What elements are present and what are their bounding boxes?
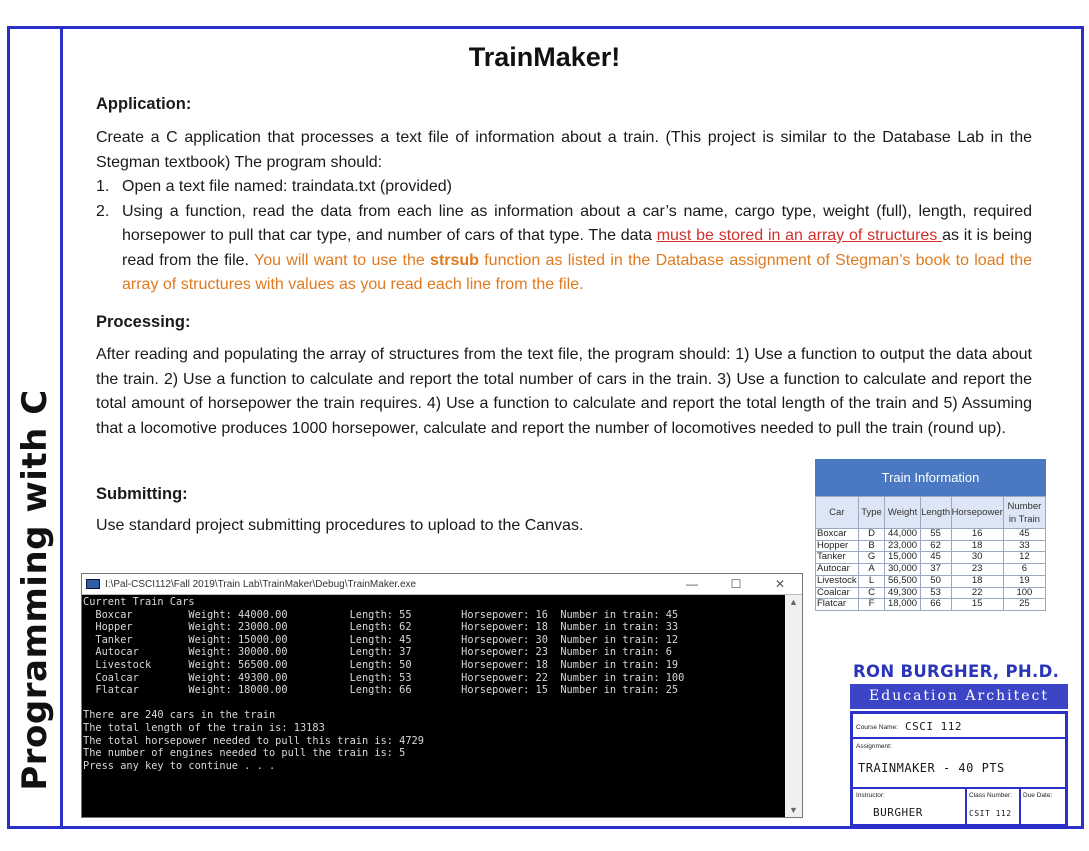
stamp-divider (1019, 789, 1021, 824)
column-header: Number in Train (1003, 497, 1045, 529)
application-section (96, 92, 1032, 117)
table-cell: B (858, 540, 885, 552)
console-line: There are 240 cars in the train (83, 709, 276, 722)
table-cell: 15 (951, 599, 1003, 611)
author-role: Education Architect (850, 684, 1068, 709)
sidebar-title: Programming with C (15, 389, 55, 791)
column-header: Type (858, 497, 885, 529)
stamp-row-assignment (853, 739, 1065, 789)
stamp-row-instructor (853, 789, 1065, 824)
console-line: Coalcar Weight: 49300.00 Length: 53 Horsepower: 22 Number in train: 100 (83, 671, 685, 684)
table-header-row (816, 497, 1046, 529)
table-cell: Livestock (817, 574, 857, 586)
close-icon[interactable]: ✕ (774, 577, 786, 591)
maximize-icon[interactable]: ☐ (730, 577, 742, 591)
table-row (816, 564, 1046, 576)
table-cell: Boxcar (816, 529, 859, 541)
table-cell: 22 (951, 587, 1003, 599)
table-cell: 30 (951, 552, 1003, 564)
table-cell: G (858, 552, 885, 564)
author-name: RON BURGHER, PH.D. (853, 662, 1060, 681)
table-row (816, 575, 1046, 587)
console-line: Autocar Weight: 30000.00 Length: 37 Horsepower: 23 Number in train: 6 (83, 646, 672, 659)
table-cell: 44,000 (885, 529, 920, 541)
assignment-value: TRAINMAKER - 40 PTS (858, 761, 1005, 775)
console-line: Boxcar Weight: 44000.00 Length: 55 Horsepower: 16 Number in train: 45 (83, 608, 679, 621)
list-number: 1. (96, 178, 110, 195)
console-output (82, 595, 802, 817)
table-cell: D (858, 529, 885, 541)
table-row (816, 587, 1046, 599)
table-cell: 15,000 (885, 552, 920, 564)
table-cell: 62 (920, 540, 951, 552)
console-line: The total length of the train is: 13183 (83, 722, 325, 734)
processing-body (96, 343, 1032, 441)
list-item (96, 200, 1032, 298)
stamp-row-course (853, 714, 1065, 739)
column-header: Car (816, 497, 859, 529)
instructor-value: BURGHER (873, 806, 923, 819)
console-line: The total horsepower needed to pull this train is: 4729 (83, 734, 424, 747)
strsub-note (122, 252, 1032, 294)
console-scrollbar[interactable] (785, 595, 802, 817)
train-info-grid (815, 496, 1046, 611)
table-cell: 33 (1003, 540, 1045, 552)
strsub-note-after: function as listed in the Database assignment of Stegman’s book to load the array of structures with values as you read each line from the file. (122, 251, 1033, 293)
table-cell: 19 (1003, 575, 1045, 587)
table-cell: Tanker (816, 552, 859, 564)
table-cell: 49,300 (885, 587, 920, 599)
scroll-down-icon[interactable]: ▼ (789, 805, 798, 815)
table-cell: L (858, 575, 885, 587)
table-cell: 66 (920, 599, 951, 611)
table-cell: 18 (951, 540, 1003, 552)
console-window (81, 573, 803, 818)
console-line: The number of engines needed to pull the train is: 5 (83, 747, 406, 760)
structures-emphasis: must be stored in an array of structures (656, 227, 943, 244)
table-cell: 45 (920, 552, 951, 564)
table-cell: 23 (951, 564, 1003, 576)
instructor-label: Instructor: (856, 792, 885, 799)
column-header: Length (920, 497, 951, 529)
table-cell: 18 (951, 575, 1003, 587)
column-header: Weight (885, 497, 920, 529)
table-cell: Flatcar (816, 599, 859, 611)
strsub-note-before: You will want to use the (253, 251, 431, 269)
console-line: Current Train Cars (83, 596, 195, 608)
table-row (816, 540, 1046, 552)
console-title-bar (82, 574, 802, 595)
table-cell: 50 (920, 575, 951, 587)
list-text-before: Using a function, read the data from each line as information about a car’s name, cargo type, weight (full), length, required horsepower to pull that car type, and number of cars of that type. The data (122, 202, 1032, 244)
application-intro: Create a C application that processes a text file of information about a train. (This project is similar to the Database Lab in the Stegman textbook) The program should: (96, 129, 1032, 171)
console-app-icon (86, 579, 100, 589)
table-cell: 53 (920, 587, 951, 599)
table-cell: 25 (1003, 599, 1045, 611)
window-controls (670, 577, 802, 591)
processing-heading: Processing: (96, 313, 191, 331)
list-item (96, 175, 1032, 200)
table-cell: 56,500 (885, 575, 920, 587)
table-cell: 55 (920, 529, 951, 541)
assignment-label: Assignment: (856, 743, 892, 750)
train-info-title: Train Information (815, 459, 1046, 496)
processing-text: After reading and populating the array of structures from the text file, the program should: 1) Use a function to output the data about the train. 2) Use a function to calculate and report the total number of cars in the train. 3) Use a function to calculate and report the total amount of horsepower the train requires. 4) Use a function to calculate and report the total length of the train and 5) Assuming that a locomotive produces 1000 horsepower, calculate and report the number of locomotives needed to pull the train (round up). (96, 346, 1032, 437)
console-line: Press any key to continue . . . (83, 759, 276, 772)
class-number-label: Class Number: (969, 792, 1012, 799)
course-name-value: CSCI 112 (905, 720, 962, 733)
due-date-label: Due Date: (1023, 792, 1053, 799)
table-cell: Autocar (816, 564, 859, 576)
column-header: Horsepower (951, 497, 1003, 529)
table-cell: 30,000 (885, 564, 920, 576)
table-cell: Coalcar (816, 587, 859, 599)
table-row (816, 552, 1046, 564)
processing-section (96, 310, 1032, 335)
console-window-title: I:\Pal-CSCI112\Fall 2019\Train Lab\TrainMaker\Debug\TrainMaker.exe (105, 578, 417, 590)
table-cell: C (858, 587, 885, 599)
application-body (96, 126, 1032, 298)
table-cell: 6 (1003, 564, 1045, 576)
strsub-keyword: strsub (430, 251, 479, 269)
table-cell: 23,000 (885, 540, 920, 552)
table-cell: 45 (1003, 529, 1045, 541)
table-cell: 16 (951, 529, 1003, 541)
application-heading: Application: (96, 95, 192, 113)
table-cell: F (858, 599, 885, 611)
table-cell: A (858, 564, 885, 576)
list-number: 2. (96, 202, 110, 220)
table-cell: 18,000 (885, 599, 920, 611)
course-name-label: Course Name: (856, 724, 898, 731)
submitting-section (96, 482, 796, 507)
table-row (816, 599, 1046, 611)
list-text-after: as it is being read from the file. (122, 227, 1033, 269)
class-number-value: CSIT 112 (969, 809, 1012, 818)
table-cell: Hopper (816, 540, 859, 552)
page-title: TrainMaker! (468, 42, 621, 72)
submitting-heading: Submitting: (96, 485, 188, 503)
table-cell: 100 (1003, 587, 1045, 599)
table-cell: 12 (1003, 552, 1045, 564)
assignment-stamp (850, 711, 1068, 827)
requirement-list (96, 175, 1032, 298)
minimize-icon[interactable]: — (686, 577, 698, 591)
submitting-body (96, 514, 796, 539)
table-row (816, 529, 1046, 541)
list-text: Open a text file named: traindata.txt (provided) (122, 178, 452, 195)
train-info-table (815, 459, 1046, 611)
console-line: Livestock Weight: 56500.00 Length: 50 Horsepower: 18 Number in train: 19 (83, 659, 679, 671)
submitting-text: Use standard project submitting procedures to upload to the Canvas. (96, 517, 584, 534)
console-line: Hopper Weight: 23000.00 Length: 62 Horsepower: 18 Number in train: 33 (83, 621, 679, 634)
scroll-up-icon[interactable]: ▲ (789, 597, 798, 607)
stamp-divider (965, 789, 967, 824)
console-line: Flatcar Weight: 18000.00 Length: 66 Horsepower: 15 Number in train: 25 (83, 684, 679, 697)
table-cell: 37 (920, 564, 951, 576)
console-line: Tanker Weight: 15000.00 Length: 45 Horsepower: 30 Number in train: 12 (83, 633, 679, 646)
